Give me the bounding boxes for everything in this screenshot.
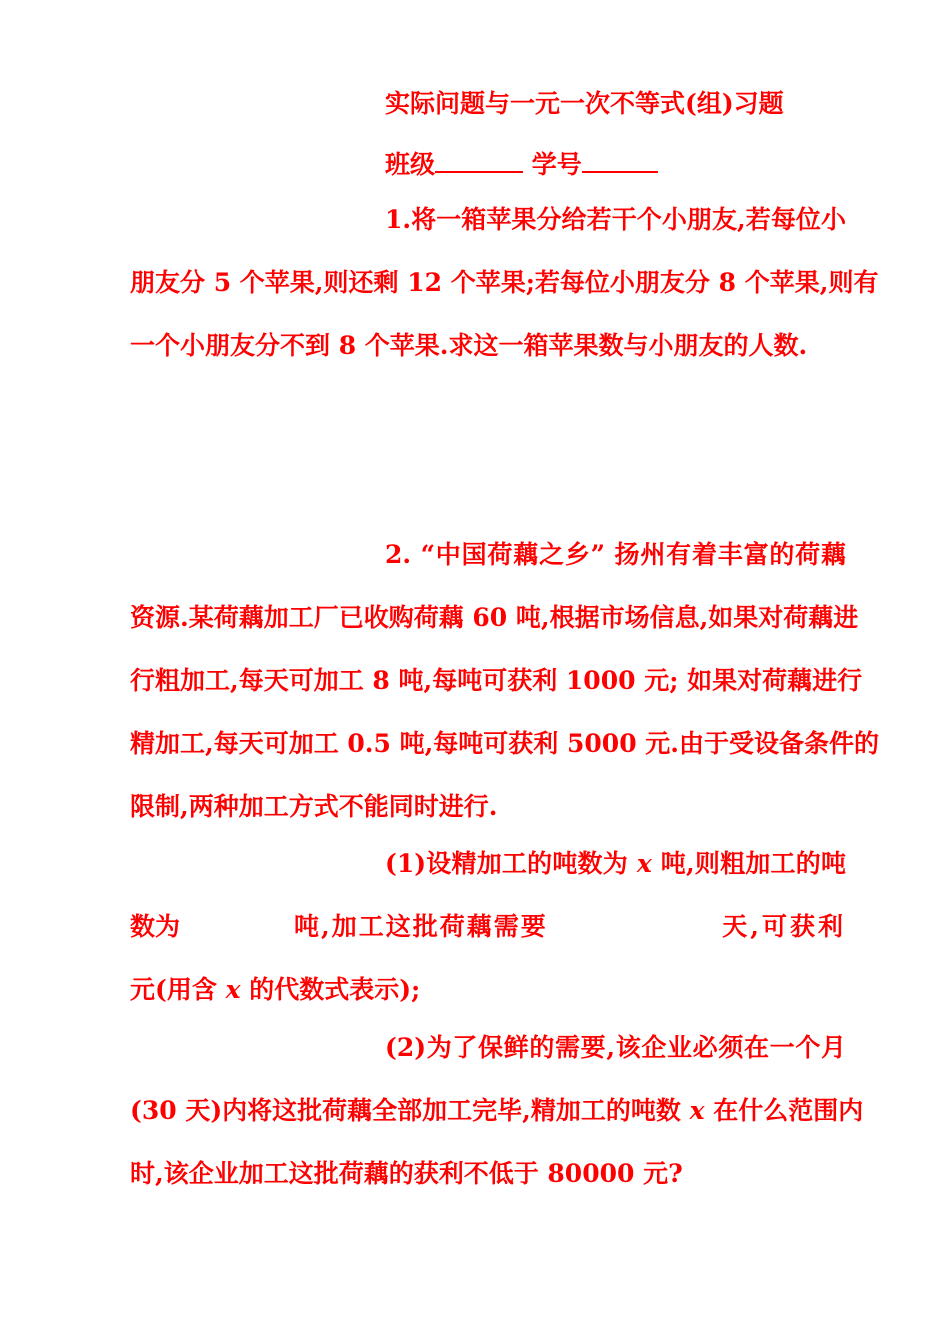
q2-part1-text-e: 天,可获利: [722, 912, 846, 941]
variable-x: x: [225, 975, 241, 1004]
q2-part1-text-f: 元(用含: [130, 975, 217, 1004]
q2-part1-text-b: 吨,则粗加工的吨: [660, 849, 846, 878]
class-info-line: [385, 145, 658, 182]
q1-line-1: 1.将一箱苹果分给若干个小朋友,若每位小: [385, 205, 846, 234]
worksheet-title: 实际问题与一元一次不等式(组)习题: [385, 89, 784, 118]
variable-x: x: [636, 849, 652, 878]
q2-part2-line-1: (2)为了保鲜的需要,该企业必须在一个月: [385, 1033, 846, 1062]
q2-line-4: 精加工,每天可加工 0.5 吨,每吨可获利 5000 元.由于受设备条件的: [130, 729, 880, 758]
q2-part1-text-c: 数为: [130, 912, 181, 941]
q1-line-3: 一个小朋友分不到 8 个苹果.求这一箱苹果数与小朋友的人数.: [130, 331, 808, 360]
q2-part1-text-d: 吨,加工这批荷藕需要: [294, 912, 548, 941]
q2-part1-line-3: [130, 973, 420, 1007]
q2-part2-text-b: 在什么范围内: [713, 1096, 864, 1125]
student-id-label: 学号: [531, 150, 582, 179]
variable-x: x: [689, 1096, 705, 1125]
q2-part2-line-3: 时,该企业加工这批荷藕的获利不低于 80000 元?: [130, 1159, 683, 1188]
student-id-blank[interactable]: [582, 145, 658, 173]
q2-part1-text-g: 的代数式表示);: [249, 975, 421, 1004]
q2-line-3: 行粗加工,每天可加工 8 吨,每吨可获利 1000 元; 如果对荷藕进行: [130, 666, 863, 695]
q1-line-2: 朋友分 5 个苹果,则还剩 12 个苹果;若每位小朋友分 8 个苹果,则有: [130, 268, 879, 297]
q2-part2-line-2: [130, 1094, 864, 1128]
class-blank[interactable]: [435, 145, 523, 173]
q2-line-1: 2. “中国荷藕之乡” 扬州有着丰富的荷藕: [385, 540, 846, 569]
q2-part1-line-1: [385, 847, 846, 881]
q2-line-5: 限制,两种加工方式不能同时进行.: [130, 792, 498, 821]
q2-line-2: 资源.某荷藕加工厂已收购荷藕 60 吨,根据市场信息,如果对荷藕进: [130, 603, 859, 632]
q2-part1-text-a: (1)设精加工的吨数为: [385, 849, 628, 878]
class-label: 班级: [385, 150, 436, 179]
q2-part2-text-a: (30 天)内将这批荷藕全部加工完毕,精加工的吨数: [130, 1096, 681, 1125]
